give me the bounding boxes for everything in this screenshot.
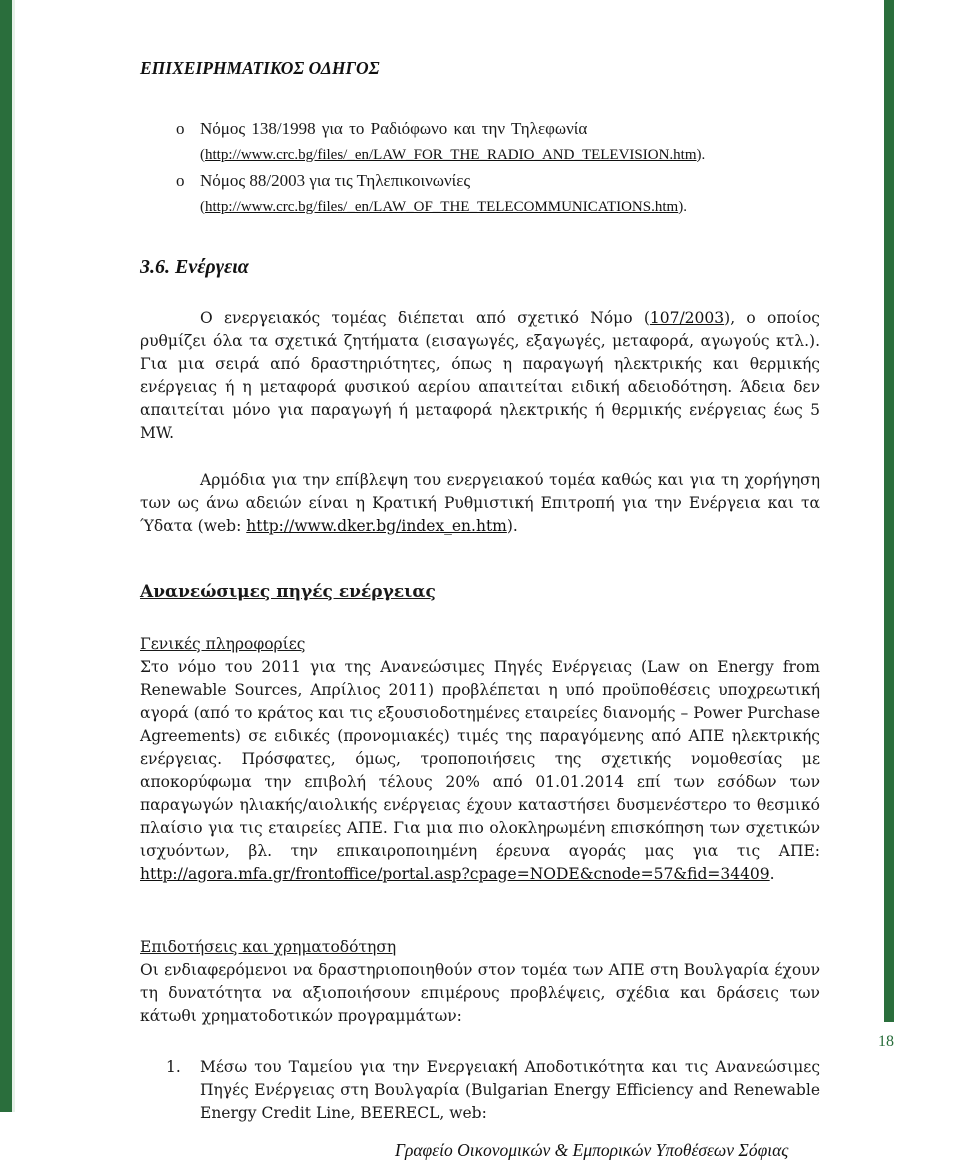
list-number: 1. <box>166 1058 181 1076</box>
page-number: 18 <box>878 1033 894 1050</box>
list-item-text: Μέσω του Ταμείου για την Ενεργειακή Αποδοτικότητα και τις Ανανεώσιμες Πηγές Ενέργειας στη Βουλγαρία (Bulgarian Energy Efficiency and Renewable Energy Credit Line, BEERECL, web: <box>200 1058 820 1122</box>
list-item <box>176 116 820 168</box>
general-info-paragraph <box>140 656 820 886</box>
energy-text: Ο ενεργειακός τομέας διέπεται από σχετικό Νόμο ( <box>200 309 650 327</box>
energy-text-rest: ), ο οποίος ρυθμίζει όλα τα σχετικά ζητήματα (εισαγωγές, εξαγωγές, μεταφορά, αγωγούς κτλ.). Για μια σειρά από δραστηριότητες, όπως η παραγωγή ηλεκτρικής και θερμικής ενέργειας ή η μεταφορά φυσικού αερίου απαιτείται ειδική αδειοδότηση. Άδεια δεν απαιτείται μόνο για παραγωγή ή μεταφορά ηλεκτρικής ή θερμικής ενέργειας έως 5 MW. <box>140 309 820 442</box>
general-info-text: Στο νόμο του 2011 για της Ανανεώσιμες Πηγές Ενέργειας (Law on Energy from Renewable Sources, Απρίλιος 2011) προβλέπεται η υπό προϋποθέσεις υποχρεωτική αγορά (από το κράτος και τις εξουσιοδοτημένες εταιρείες διανομής – Power Purchase Agreements) σε ειδικές (προνομιακές) τιμές της παραγόμενης από ΑΠΕ ηλεκτρικής ενέργειας. Πρόσφατες, όμως, τροποποιήσεις της σχετικής νομοθεσίας με αποκορύφωμα την επιβολή τέλους 20% από 01.01.2014 επί των εσόδων των παραγωγών ηλιακής/αιολικής ενέργειας έχουν καταστήσει δυσμενέστερο το θεσμικό πλαίσιο για τις εταιρείες ΑΠΕ. Για μια πιο ολοκληρωμένη επισκόπηση των σχετικών ισχυόντων, βλ. την επικαιροποιημένη έρευνα αγοράς μας για τις ΑΠΕ: <box>140 658 820 860</box>
funding-section <box>140 936 820 1028</box>
authority-paragraph <box>140 469 820 538</box>
paren-close: ). <box>696 147 706 163</box>
dker-link[interactable]: http://www.dker.bg/index_en.htm <box>246 517 507 535</box>
paren-open: ( <box>200 147 205 163</box>
document-header: ΕΠΙΧΕΙΡΗΜΑΤΙΚΟΣ ΟΔΗΓΟΣ <box>140 58 380 78</box>
law-list <box>176 116 820 220</box>
right-accent-bar <box>884 0 894 1022</box>
general-info-heading: Γενικές πληροφορίες <box>140 635 306 653</box>
authority-text: Αρμόδια για την επίβλεψη του ενεργειακού τομέα καθώς και για τη χορήγηση των ως άνω αδειών είναι η Κρατική Ρυθμιστική Επιτροπή για την Ενέργεια και τα Ύδατα (web: <box>140 471 820 535</box>
energy-section <box>140 307 820 538</box>
law-url-line <box>200 142 820 168</box>
law-title: Νόμος 138/1998 για το Ραδιόφωνο και την Τηλεφωνία <box>200 119 588 138</box>
general-info-end: . <box>769 865 775 883</box>
law-107-link[interactable]: 107/2003 <box>649 309 725 327</box>
paren-close: ). <box>678 199 687 215</box>
list-item <box>166 1056 820 1125</box>
renewables-heading: Ανανεώσιμες πηγές ενέργειας <box>140 582 436 602</box>
list-item <box>176 168 820 220</box>
funding-programs-list <box>166 1056 820 1125</box>
general-info-section <box>140 633 820 886</box>
funding-paragraph: Οι ενδιαφερόμενοι να δραστηριοποιηθούν στον τομέα των ΑΠΕ στη Βουλγαρία έχουν τη δυνατότητα να αξιοποιήσουν επιμέρους προβλέψεις, σχέδια και δράσεις των κάτωθι χρηματοδοτικών προγραμμάτων: <box>140 961 820 1025</box>
law-link[interactable]: http://www.crc.bg/files/_en/LAW_OF_THE_TELECOMMUNICATIONS.htm <box>205 199 679 215</box>
law-link[interactable]: http://www.crc.bg/files/_en/LAW_FOR_THE_RADIO_AND_TELEVISION.htm <box>205 147 697 163</box>
section-title: 3.6. Ενέργεια <box>140 256 249 278</box>
funding-heading: Επιδοτήσεις και χρηματοδότηση <box>140 938 397 956</box>
bullet-marker: o <box>176 171 185 190</box>
document-footer: Γραφείο Οικονομικών & Εμπορικών Υποθέσεων Σόφιας <box>395 1140 789 1160</box>
authority-text-end: ). <box>506 517 518 535</box>
bullet-marker: o <box>176 119 185 138</box>
law-title: Νόμος 88/2003 για τις Τηλεπικοινωνίες <box>200 171 471 190</box>
paren-open: ( <box>200 199 205 215</box>
law-url-line <box>200 194 820 220</box>
market-research-link[interactable]: http://agora.mfa.gr/frontoffice/portal.asp?cpage=NODE&cnode=57&fid=34409 <box>140 865 770 883</box>
energy-paragraph <box>140 307 820 445</box>
left-accent-bar <box>0 0 15 1112</box>
